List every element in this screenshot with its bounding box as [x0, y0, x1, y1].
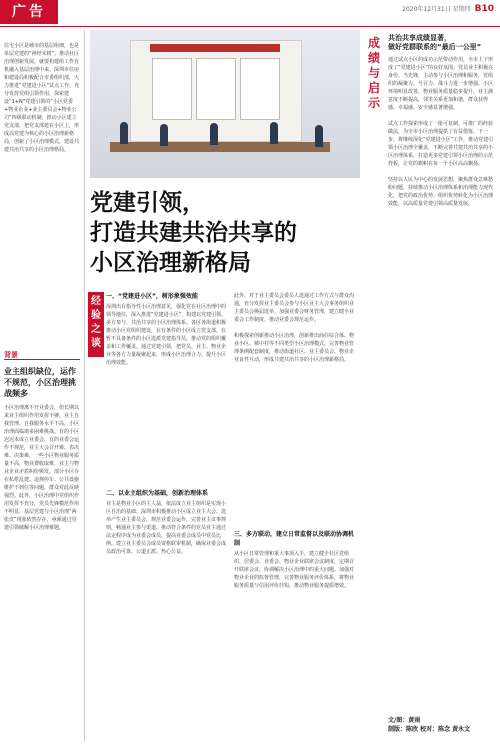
column-divider: [84, 30, 85, 742]
intro-text: 住宅小区是城市的基层组细，也是单层党建的“神经末梢”。推动社区治理创新发展、就要构建组工作有机融入基层治理中来。深圳市住房和建设局积极配合市委组织部，大力推进“党建进小区”试点工作，充分发挥党组引领作用，探索建设“1+N”党建引领的“小区党委+物业企业+业主委员会+物业公司”四级联动机制，推动小区建立党支部，把党支部建在小区上，形成以党建为核心的小区治理新格局，创新了小区治理模式，建设共建共治共享的小区治理格局。: [4, 43, 80, 153]
section-3-title: 三、多方联动，建立日常监督以及联动协调机制: [234, 531, 355, 547]
issue-meta: [402, 4, 494, 14]
photo-person: [120, 122, 128, 144]
news-photo: [90, 30, 360, 178]
photo-table: [110, 142, 330, 152]
byline-editors: 制版：陈欣 校对：陈念 黄永文: [388, 726, 471, 733]
side-section-title: 成绩与启示: [368, 36, 381, 110]
byline: [388, 716, 494, 734]
byline-author: 文/图：黄雨: [388, 717, 421, 724]
experience-badge: 经验之谈: [88, 292, 104, 357]
photo-board: [196, 58, 236, 120]
article-column-1: [106, 292, 228, 740]
article-column-2: [234, 292, 358, 750]
main-headline: 党建引领， 打造共建共治共享的 小区治理新格局: [90, 189, 297, 276]
section-2-text: 业主是物业小区的主人翁，依法成立业主组织是实现小区自治的基础。深圳市积极推动小区成立业主大会、选举产生业主委员会，规范业委会运作，完善业主议事规则，畅通业主参与渠道。推动符合条件的党员业主通过法定程序成为业委会成员，提高业委会成员中党员比例。建立业主委员会成员资格联审机制，确保业委会成员政治可靠、公道正派、热心公益。: [106, 501, 227, 555]
photo-person: [315, 125, 323, 147]
photo-banner: [150, 44, 280, 52]
photo-board: [152, 58, 192, 120]
photo-person: [160, 124, 168, 146]
right-column-text: 通过试点小区的成功示范带动作用，全市上下形成了“党建进小区”的良好氛围。党员业主积极亮身份、当先锋，主动参与小区治理和服务，党组织的凝聚力、号召力、战斗力进一步增强，小区环境明显改善，物业服务质量稳步提升，业主满意度不断提高，邻里关系更加和谐，群众获得感、幸福感、安全感显著增强。 试点工作探索形成了一批可复制、可推广的经验做法，为全市小区治理提供了有益借鉴。下一步，将继续深化“党建进小区”工作，推动党建引领小区治理全覆盖，不断完善共建共治共享的小区治理体系，打造更多党建引领小区治理的示范样板，让党的旗帜在每一个小区高高飘扬。 坚持以人民为中心的发展思想，聚焦群众急难愁盼问题，持续推动小区治理体系和治理能力现代化，把党的政治优势、组织优势转化为小区治理效能，以高质量党建引领高质量发展。: [388, 57, 494, 207]
section-1-title: 一、“党建进小区”，树形象强效能: [106, 293, 198, 300]
background-rule: [4, 359, 80, 360]
issue-date: 2020年12月31日 星期四: [402, 6, 471, 13]
photo-person: [270, 122, 278, 144]
section-2-title: 二、以业主组织为基础，创新治理体系: [106, 490, 209, 497]
page-number: B10: [474, 4, 494, 14]
photo-person: [210, 123, 218, 145]
photo-board: [240, 58, 280, 120]
background-text: 小区治理离不开业委会，但长期以来业主组织作用发挥不够，业主自我管理、自我服务水平不高，小区治理面临诸多困难挑战。有的小区迟迟未成立业委会，有的业委会运作不规范，业主大会召开难、表决难、决策难，一些小区物业服务质量不高，物业费收取难，业主与物业企业矛盾纠纷频发。部分小区存在私搭乱建、违规停车、公共设施维护不到位等问题，群众对此反映强烈。此外，小区治理中党组织作用发挥不充分，党员先锋模范作用不明显，基层党建与小区治理“两张皮”现象依然存在，亟须通过党建引领破解小区治理难题。: [4, 405, 80, 531]
page-header: [0, 0, 500, 27]
column-2-text: 此外，对于业主委员会委员人选通过工作方式与群众沟通，充分发挥业主委员会参与小区业主大会事务组织业主委员会换届选举。加强业委会财务管理，建立健全业委会工作制度，推动业委会规范运作。 积极探索创新推动小区治理，创新推出商住综合体、物业小区、城中村等不同类型小区治理模式，完善物业管理条例配套制度，推动街道社区、业主委员会、物业企业良性互动，形成共建共治共享的小区治理新格局。: [234, 293, 355, 363]
section-1-text: 深圳出台指导性小区治理意见，强化党在社区治理中的领导地位，深入推进“党建进小区”，构建以党建引领、多方参与、共治共享的小区治理体系。各区各街道积极推动小区党组织建设，在有条件的小区成立党支部，在暂不具备条件的小区选派党建指导员，推动党的组织覆盖和工作覆盖。通过党建引领，把党员、业主、物业企业等各方力量凝聚起来，形成小区治理合力，提升小区治理效能。: [106, 304, 227, 366]
right-column-heading: 共治共享成绩显著， 做好党群联系的“最后一公里”: [388, 34, 482, 51]
section-3-text: 从小区日常管理和重大事项入手，建立健全社区党组织、居委会、业委会、物业企业联席会议制度，定期召开联席会议，协调解决小区治理中的重大问题。加强对物业企业的监督管理，完善物业服务评价体系，将物业服务质量与信用评价挂钩，推动物业服务提质增效。: [234, 551, 355, 589]
background-label: 背景: [4, 351, 18, 359]
section-tag: 广告: [0, 0, 58, 24]
background-title: 业主组织缺位，运作不规范，小区治理挑战频多: [4, 367, 76, 398]
